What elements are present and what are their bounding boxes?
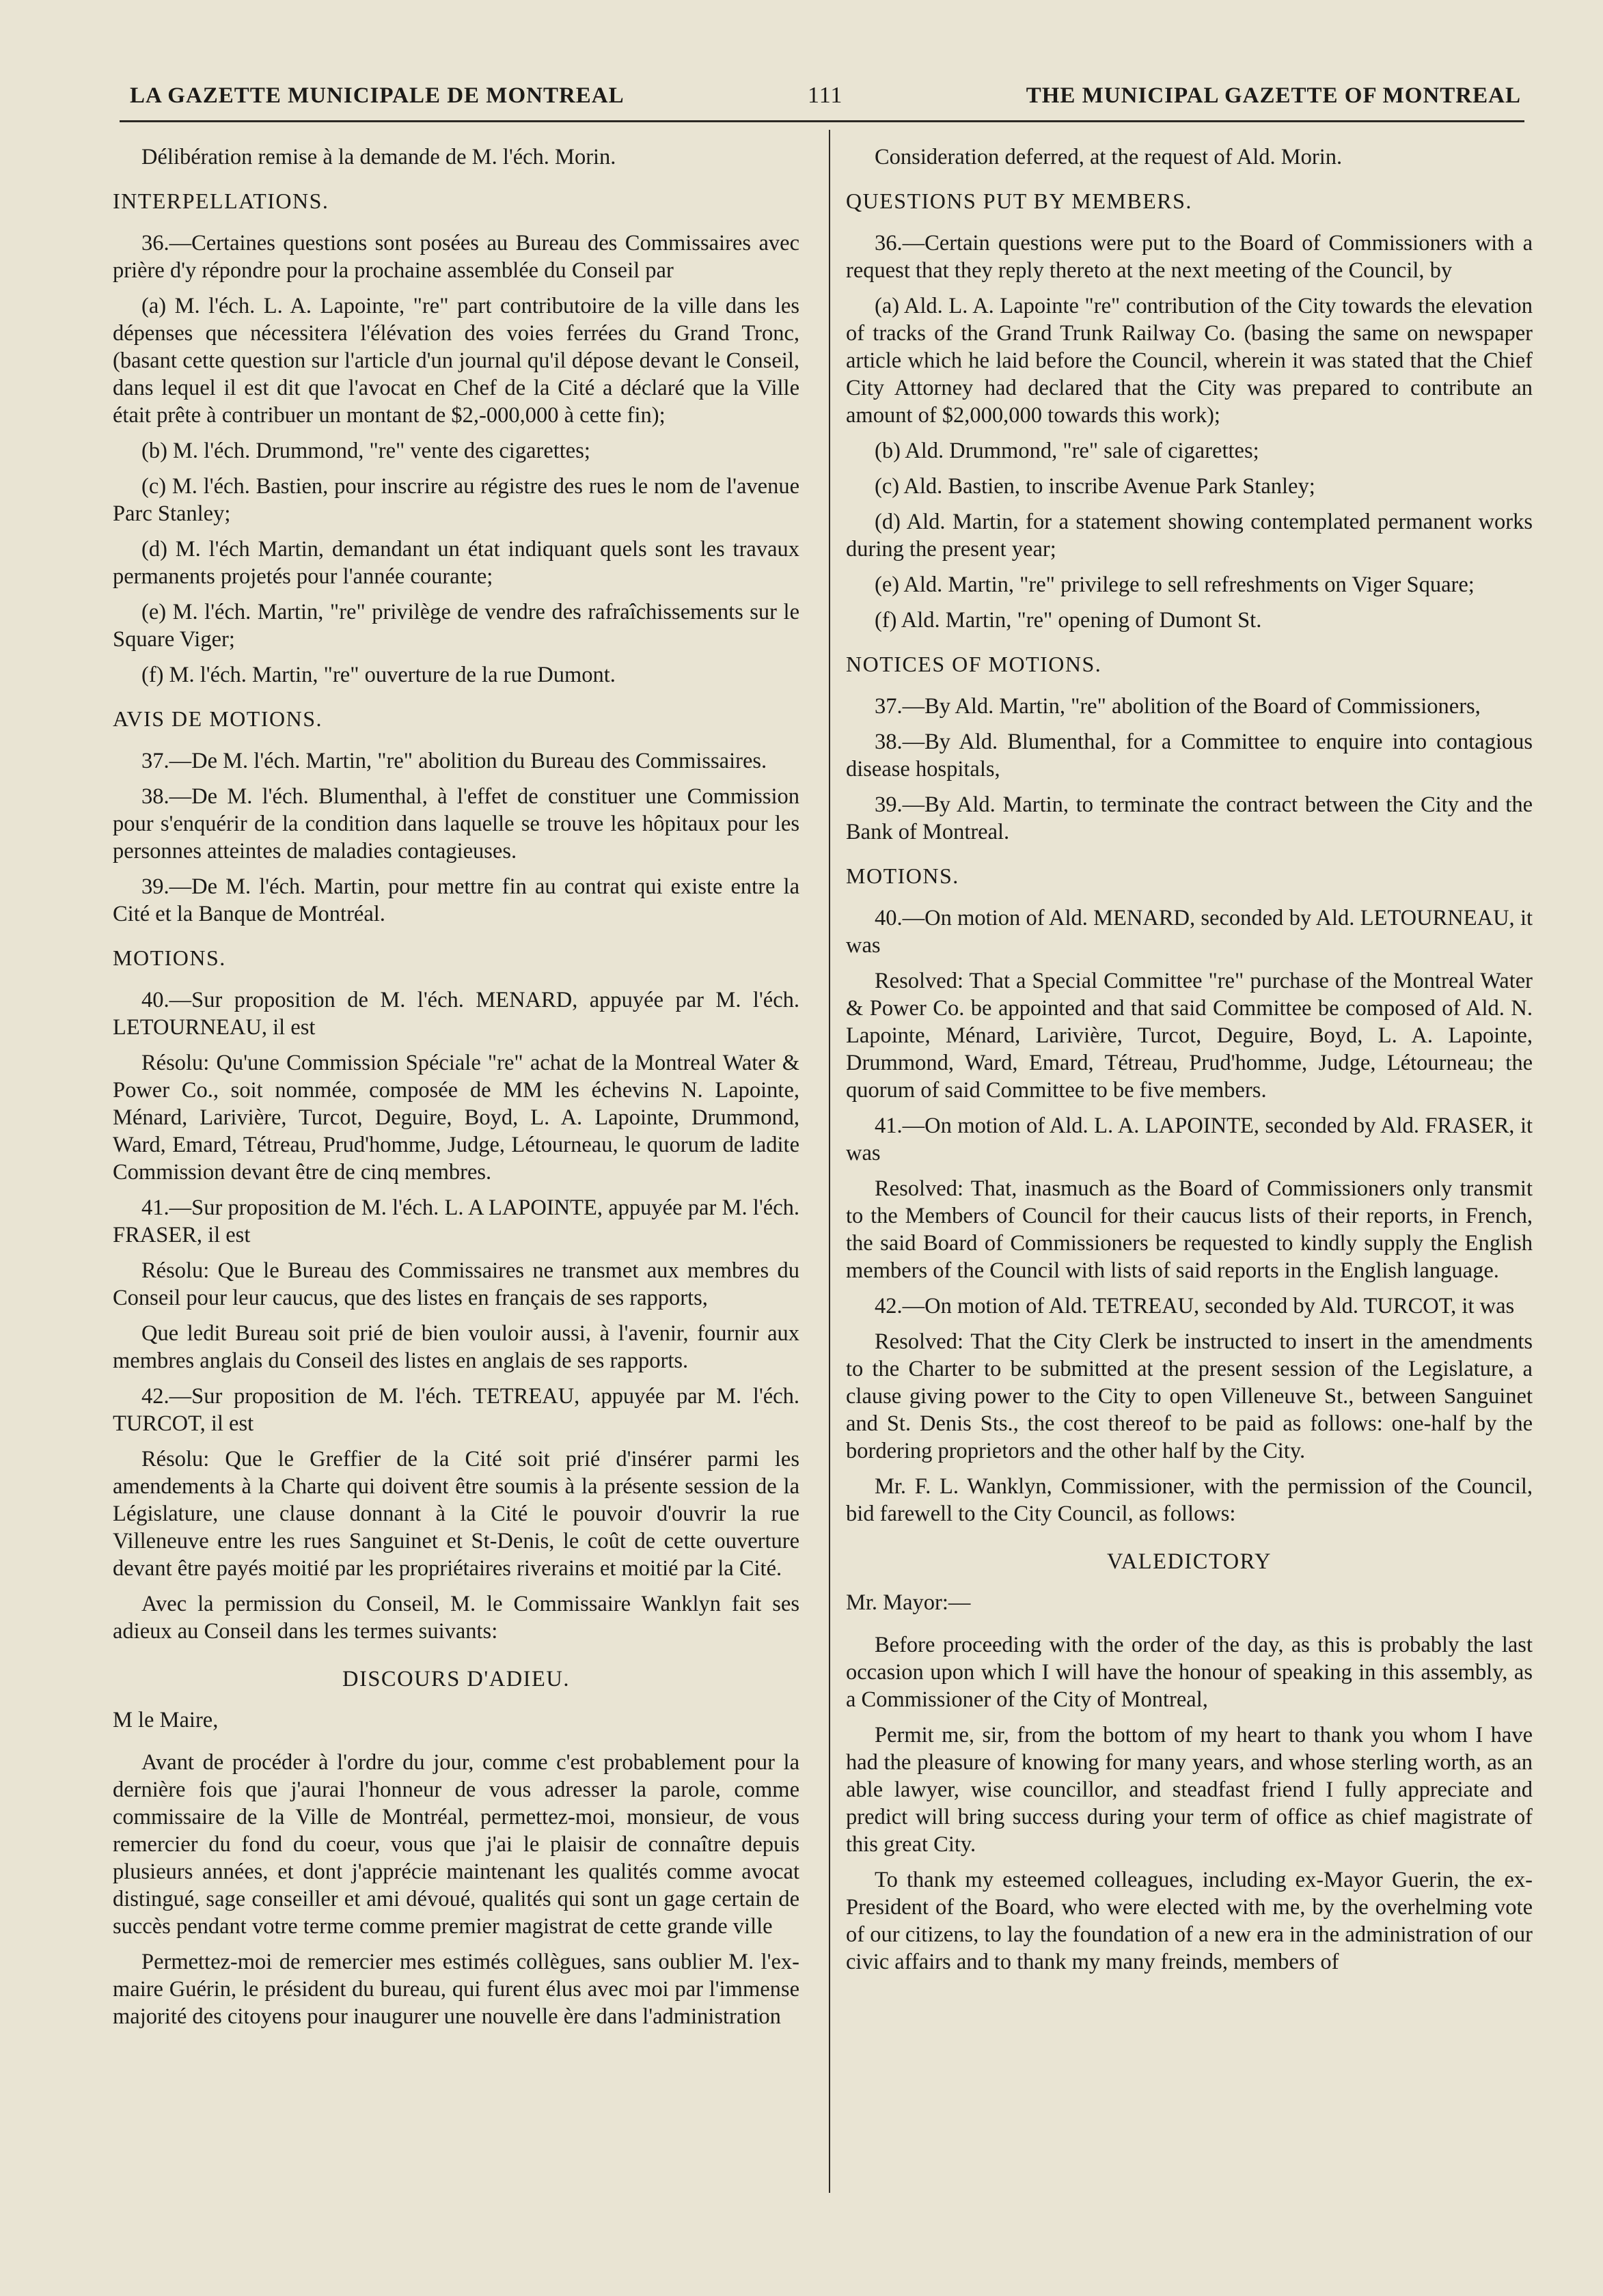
french-column (113, 143, 799, 2038)
resolution-42: Résolu: Que le Greffier de la Cité soit prié d'insérer parmi les amendements à la Charte qui doivent être soumis à la présente session de la Législature, une clause donnant à la Cité le pouvoir d'ouvrir la rue Villeneuve entre les rues Sanguinet et St-Denis, le coût de cette ouverture devant être payés moitié par les propriétaires riverains et moitié par la Cité. (113, 1447, 799, 1581)
section-heading-notices: NOTICES OF MOTIONS. (846, 652, 1102, 676)
question-c: (c) Ald. Bastien, to inscribe Avenue Park Stanley; (875, 474, 1315, 499)
resolution-41-cont: Que ledit Bureau soit prié de bien vouloir aussi, à l'avenir, fournir aux membres anglais du Conseil des listes en anglais de ses rapports. (113, 1321, 799, 1373)
item-36: 36.—Certaines questions sont posées au Bureau des Commissaires avec prière d'y répondre pour la prochaine assemblée du Conseil par (113, 231, 799, 283)
resolution-42: Resolved: That the City Clerk be instructed to insert in the amendments to the Charter to be submitted at the present session of the Legislature, a clause giving power to the City to open Villeneuve St., between Sanguinet and St. Denis Sts., the cost thereof to be paid as follows: one-half by the bordering proprietors and the other half by the City. (846, 1329, 1533, 1463)
item-42: 42.—Sur proposition de M. l'éch. TETREAU, appuyée par M. l'éch. TURCOT, il est (113, 1384, 799, 1436)
item-36: 36.—Certain questions were put to the Board of Commissioners with a request that they reply thereto at the next meeting of the Council, by (846, 231, 1533, 283)
wanklyn-intro: Mr. F. L. Wanklyn, Commissioner, with the permission of the Council, bid farewell to the City Council, as follows: (846, 1474, 1533, 1526)
valedictory-heading: VALEDICTORY (1106, 1549, 1272, 1574)
section-heading-questions: QUESTIONS PUT BY MEMBERS. (846, 189, 1192, 213)
question-f: (f) Ald. Martin, "re" opening of Dumont St. (875, 608, 1262, 633)
item-41: 41.—On motion of Ald. L. A. LAPOINTE, seconded by Ald. FRASER, it was (846, 1114, 1533, 1165)
section-heading-motions: MOTIONS. (113, 945, 226, 970)
question-f: (f) M. l'éch. Martin, "re" ouverture de la rue Dumont. (141, 663, 616, 687)
english-column (846, 143, 1533, 1984)
deliberation-note: Délibération remise à la demande de M. l'éch. Morin. (141, 145, 616, 169)
item-38: 38.—De M. l'éch. Blumenthal, à l'effet de constituer une Commission pour s'enquérir de la condition dans laquelle se trouve les hôpitaux pour les personnes atteintes de maladies contagieuses. (113, 784, 799, 863)
column-divider (829, 130, 830, 2193)
header-rule (120, 120, 1524, 122)
item-42: 42.—On motion of Ald. TETREAU, seconded by Ald. TURCOT, it was (875, 1294, 1515, 1318)
resolution-40: Résolu: Qu'une Commission Spéciale "re" achat de la Montreal Water & Power Co., soit nommée, composée de MM les échevins N. Lapointe, Ménard, Larivière, Turcot, Deguire, Boyd, L. A. Lapointe, Drummond, Ward, Emard, Tétreau, Prud'homme, Judge, Létourneau, le quorum de ladite Commission devant être de cinq membres. (113, 1051, 799, 1185)
discours-para-2: Permettez-moi de remercier mes estimés collègues, sans oublier M. l'ex-maire Guérin, le président du bureau, qui furent élus avec moi par l'immense majorité des citoyens pour inaugurer une nouvelle ère dans l'administration (113, 1950, 799, 2029)
section-heading-motions: MOTIONS. (846, 863, 959, 888)
question-e: (e) Ald. Martin, "re" privilege to sell refreshments on Viger Square; (875, 572, 1475, 597)
page-number: 111 (807, 83, 843, 108)
header-title-english: THE MUNICIPAL GAZETTE OF MONTREAL (1026, 83, 1521, 108)
question-c: (c) M. l'éch. Bastien, pour inscrire au régistre des rues le nom de l'avenue Parc Stanley; (113, 474, 799, 526)
page-header (130, 75, 1521, 116)
item-39: 39.—De M. l'éch. Martin, pour mettre fin au contrat qui existe entre la Cité et la Banque de Montréal. (113, 874, 799, 926)
discours-heading: DISCOURS D'ADIEU. (342, 1667, 570, 1691)
resolution-41: Résolu: Que le Bureau des Commissaires ne transmet aux membres du Conseil pour leur caucus, que des listes en français de ses rapports, (113, 1258, 799, 1310)
question-a: (a) M. l'éch. L. A. Lapointe, "re" part contributoire de la ville dans les dépenses que nécessitera l'élévation des voies ferrées du Grand Tronc, (basant cette question sur l'article d'un journal qu'il dépose devant le Conseil, dans lequel il est dit que l'avocat en Chef de la Cité a déclaré que la Ville était prête à contribuer un montant de $2,-000,000 à cette fin); (113, 294, 799, 428)
question-d: (d) M. l'éch Martin, demandant un état indiquant quels sont les travaux permanents projetés pour l'année courante; (113, 537, 799, 589)
section-heading-interpellations: INTERPELLATIONS. (113, 189, 329, 213)
header-title-french: LA GAZETTE MUNICIPALE DE MONTREAL (130, 83, 625, 108)
question-e: (e) M. l'éch. Martin, "re" privilège de vendre des rafraîchissements sur le Square Viger; (113, 600, 799, 652)
wanklyn-intro: Avec la permission du Conseil, M. le Commissaire Wanklyn fait ses adieux au Conseil dans les termes suivants: (113, 1592, 799, 1644)
item-38: 38.—By Ald. Blumenthal, for a Committee to enquire into contagious disease hospitals, (846, 730, 1533, 782)
resolution-40: Resolved: That a Special Committee "re" purchase of the Montreal Water & Power Co. be appointed and that said Committee be composed of Ald. N. Lapointe, Ménard, Larivière, Turcot, Deguire, Boyd, L. A. Lapointe, Drummond, Ward, Emard, Tétreau, Prud'homme, Judge, Létourneau; the quorum of said Committee to be five members. (846, 969, 1533, 1103)
valedictory-para-2: Permit me, sir, from the bottom of my heart to thank you whom I have had the pleasure of knowing for many years, and whose sterling worth, as an able lawyer, wise councillor, and steadfast friend I fully appreciate and predict will bring success during your term of office as chief magistrate of this great City. (846, 1723, 1533, 1857)
salutation: M le Maire, (113, 1708, 219, 1732)
valedictory-para-1: Before proceeding with the order of the day, as this is probably the last occasion upon which I will have the honour of speaking in this assembly, as a Commissioner of the City of Montreal, (846, 1633, 1533, 1712)
question-a: (a) Ald. L. A. Lapointe "re" contribution of the City towards the elevation of tracks of the Grand Trunk Railway Co. (basing the same on newspaper article which he laid before the Council, wherein it was stated that the Chief City Attorney had declared that the City was prepared to contribute an amount of $2,000,000 towards this work); (846, 294, 1533, 428)
item-37: 37.—By Ald. Martin, "re" abolition of the Board of Commissioners, (875, 694, 1481, 719)
question-b: (b) M. l'éch. Drummond, "re" vente des cigarettes; (141, 439, 590, 463)
question-d: (d) Ald. Martin, for a statement showing contemplated permanent works during the present year; (846, 510, 1533, 562)
section-heading-avis: AVIS DE MOTIONS. (113, 706, 323, 731)
valedictory-para-3: To thank my esteemed colleagues, including ex-Mayor Guerin, the ex-President of the Board, who were elected with me, by the overhelming vote of our citizens, to lay the foundation of a new era in the administration of our civic affairs and to thank my many freinds, members of (846, 1868, 1533, 1974)
item-40: 40.—Sur proposition de M. l'éch. MENARD, appuyée par M. l'éch. LETOURNEAU, il est (113, 988, 799, 1040)
item-39: 39.—By Ald. Martin, to terminate the contract between the City and the Bank of Montreal. (846, 792, 1533, 844)
item-40: 40.—On motion of Ald. MENARD, seconded by Ald. LETOURNEAU, it was (846, 906, 1533, 958)
item-37: 37.—De M. l'éch. Martin, "re" abolition du Bureau des Commissaires. (141, 749, 767, 773)
item-41: 41.—Sur proposition de M. l'éch. L. A LAPOINTE, appuyée par M. l'éch. FRASER, il est (113, 1195, 799, 1247)
deliberation-note: Consideration deferred, at the request of Ald. Morin. (875, 145, 1343, 169)
question-b: (b) Ald. Drummond, "re" sale of cigarettes; (875, 439, 1259, 463)
resolution-41: Resolved: That, inasmuch as the Board of Commissioners only transmit to the Members of Council for their caucus lists of their reports, in French, the said Board of Commissioners be requested to kindly supply the English members of the Council with lists of said reports in the English language. (846, 1176, 1533, 1283)
discours-para-1: Avant de procéder à l'ordre du jour, comme c'est probablement pour la dernière fois que j'aurai l'honneur de vous adresser la parole, comme commissaire de la Ville de Montréal, permettez-moi, monsieur, de vous remercier du fond du coeur, vous que j'ai le plaisir de connaître depuis plusieurs années, et dont j'apprécie maintenant les qualités comme avocat distingué, sage conseiller et ami dévoué, qualités qui sont un gage certain de succès pendant votre terme comme premier magistrat de cette grande ville (113, 1750, 799, 1939)
salutation: Mr. Mayor:— (846, 1590, 971, 1615)
